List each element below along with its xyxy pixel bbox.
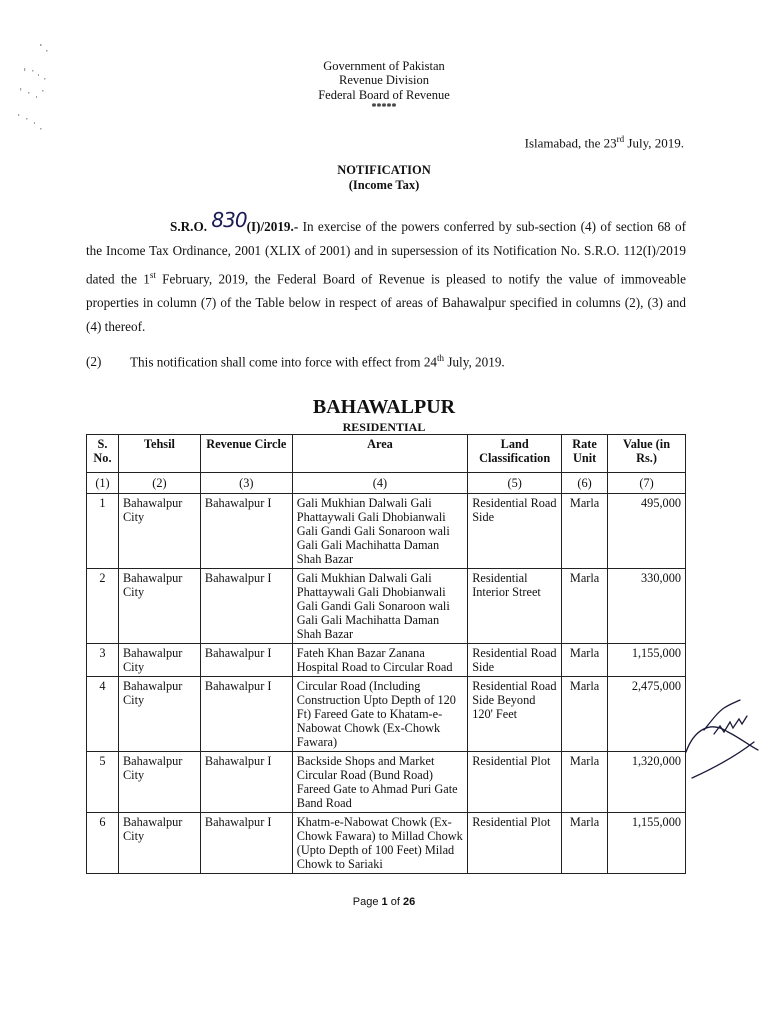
notification-title: NOTIFICATION — [337, 163, 431, 177]
cell-area: Gali Mukhian Dalwali Gali Phattaywali Gali Dhobianwali Gali Gandi Gali Sonaroon wali Gali Gali Machihatta Daman Shah Bazar — [292, 494, 467, 569]
cell-value: 1,155,000 — [608, 644, 686, 677]
cell-circle: Bahawalpur I — [200, 569, 292, 644]
cell-circle: Bahawalpur I — [200, 813, 292, 874]
cell-tehsil: Bahawalpur City — [118, 569, 200, 644]
handwritten-signature — [684, 690, 768, 790]
cell-tehsil: Bahawalpur City — [118, 644, 200, 677]
sro-handwritten-number: 830 — [211, 208, 247, 232]
cell-area: Backside Shops and Market Circular Road (Bund Road) Fareed Gate to Ahmad Puri Gate Band Road — [292, 752, 467, 813]
header-area: Area — [292, 435, 467, 473]
cell-unit: Marla — [562, 569, 608, 644]
col-number: (1) — [87, 473, 119, 494]
header-rate-unit: Rate Unit — [562, 435, 608, 473]
cell-unit: Marla — [562, 644, 608, 677]
cell-sno: 6 — [87, 813, 119, 874]
sro-suffix: (I)/2019.- — [246, 219, 299, 234]
gov-header-line1: Government of Pakistan — [323, 59, 445, 73]
cell-tehsil: Bahawalpur City — [118, 677, 200, 752]
cell-value: 330,000 — [608, 569, 686, 644]
cell-sno: 2 — [87, 569, 119, 644]
cell-circle: Bahawalpur I — [200, 752, 292, 813]
cell-value: 1,155,000 — [608, 813, 686, 874]
cell-area: Khatm-e-Nabowat Chowk (Ex-Chowk Fawara) to Millad Chowk (Upto Depth of 100 Feet) Milad Chowk to Sariaki — [292, 813, 467, 874]
sro-label: S.R.O. — [170, 219, 212, 234]
cell-unit: Marla — [562, 494, 608, 569]
header-tehsil: Tehsil — [118, 435, 200, 473]
table-header-row — [87, 435, 686, 473]
cell-circle: Bahawalpur I — [200, 644, 292, 677]
cell-sno: 1 — [87, 494, 119, 569]
cell-sno: 4 — [87, 677, 119, 752]
cell-unit: Marla — [562, 677, 608, 752]
cell-land: Residential Interior Street — [468, 569, 562, 644]
region-title: BAHAWALPUR — [312, 396, 456, 418]
cell-unit: Marla — [562, 752, 608, 813]
col-number: (4) — [292, 473, 467, 494]
cell-value: 1,320,000 — [608, 752, 686, 813]
cell-tehsil: Bahawalpur City — [118, 813, 200, 874]
col-number: (5) — [468, 473, 562, 494]
gov-header-stars: ***** — [371, 102, 397, 113]
cell-sno: 5 — [87, 752, 119, 813]
col-number: (3) — [200, 473, 292, 494]
cell-land: Residential Road Side — [468, 644, 562, 677]
cell-land: Residential Plot — [468, 813, 562, 874]
page-footer: Page 1 of 26 — [352, 896, 416, 908]
cell-land: Residential Road Side Beyond 120' Feet — [468, 677, 562, 752]
cell-area: Gali Mukhian Dalwali Gali Phattaywali Gali Dhobianwali Gali Gandi Gali Sonaroon wali Gali Gali Machihatta Daman Shah Bazar — [292, 569, 467, 644]
cell-tehsil: Bahawalpur City — [118, 752, 200, 813]
gov-header-line3: Federal Board of Revenue — [318, 88, 450, 102]
header-revenue-circle: Revenue Circle — [200, 435, 292, 473]
col-number: (7) — [608, 473, 686, 494]
cell-circle: Bahawalpur I — [200, 494, 292, 569]
cell-value: 495,000 — [608, 494, 686, 569]
notification-date: Islamabad, the 23rd July, 2019. — [524, 134, 684, 151]
table-row — [87, 677, 686, 752]
table-row — [87, 813, 686, 874]
header-value: Value (in Rs.) — [608, 435, 686, 473]
sro-paragraph: S.R.O. 830(I)/2019.- In exercise of the powers conferred by sub-section (4) of section 68 of the Income Tax Ordinance, 2001 (XLIX of 2001) and in supersession of its Notification No. S.R.O. 112(I)/2019 dated the 1st February, 2019, the Federal Board of Revenue is pleased to notify the value of immoveable properties in column (7) of the Table below in respect of areas of Bahawalpur specified in columns (2), (3) and (4) thereof. — [86, 208, 686, 335]
col-number: (2) — [118, 473, 200, 494]
property-value-table — [86, 434, 686, 874]
gov-header-line2: Revenue Division — [339, 73, 429, 87]
cell-sno: 3 — [87, 644, 119, 677]
col-number: (6) — [562, 473, 608, 494]
cell-value: 2,475,000 — [608, 677, 686, 752]
notification-subtitle: (Income Tax) — [348, 178, 420, 192]
cell-land: Residential Road Side — [468, 494, 562, 569]
commencement-paragraph: (2) This notification shall come into force with effect from 24th July, 2019. — [86, 353, 505, 370]
cell-area: Circular Road (Including Construction Upto Depth of 120 Ft) Fareed Gate to Khatam-e-Nabowat Chowk (Ex-Chowk Fawara) — [292, 677, 467, 752]
column-number-row — [87, 473, 686, 494]
table-row — [87, 569, 686, 644]
cell-area: Fateh Khan Bazar Zanana Hospital Road to Circular Road — [292, 644, 467, 677]
cell-unit: Marla — [562, 813, 608, 874]
cell-tehsil: Bahawalpur City — [118, 494, 200, 569]
table-row — [87, 752, 686, 813]
header-land-classification: Land Classification — [468, 435, 562, 473]
cell-circle: Bahawalpur I — [200, 677, 292, 752]
cell-land: Residential Plot — [468, 752, 562, 813]
table-row — [87, 644, 686, 677]
header-sno: S. No. — [87, 435, 119, 473]
table-row — [87, 494, 686, 569]
region-subtitle: RESIDENTIAL — [342, 420, 426, 434]
